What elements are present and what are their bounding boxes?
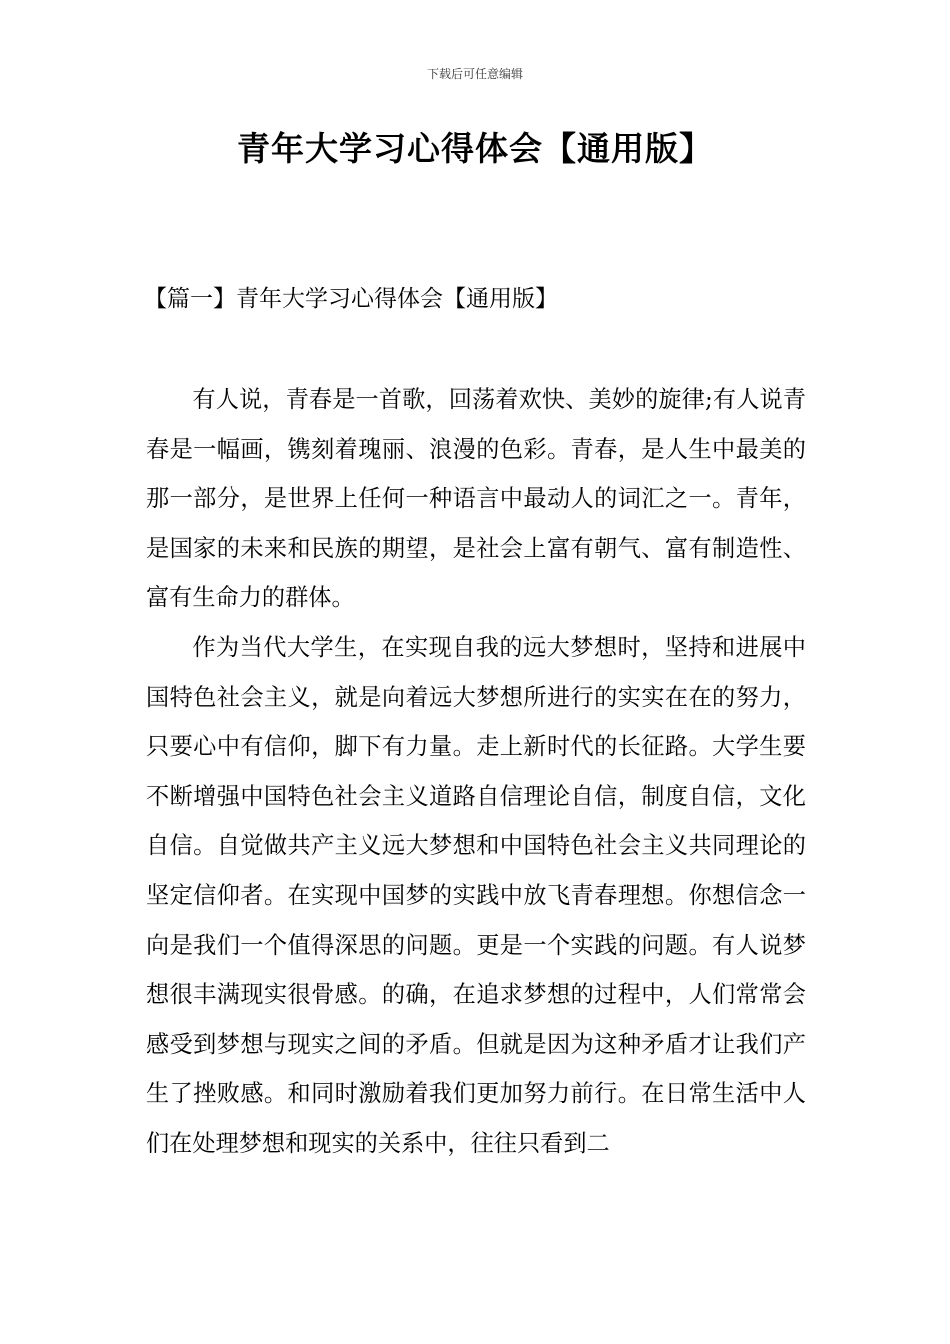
- section-heading: 【篇一】青年大学习心得体会【通用版】: [144, 286, 558, 312]
- paragraph: 作为当代大学生，在实现自我的远大梦想时，坚持和进展中国特色社会主义，就是向着远大梦想所进行的实实在在的努力，只要心中有信仰，脚下有力量。走上新时代的长征路。大学生要不断增强中国特色社会主义道路自信理论自信，制度自信，文化自信。自觉做共产主义远大梦想和中国特色社会主义共同理论的坚定信仰者。在实现中国梦的实践中放飞青春理想。你想信念一向是我们一个值得深思的问题。更是一个实践的问题。有人说梦想很丰满现实很骨感。的确，在追求梦想的过程中，人们常常会感受到梦想与现实之间的矛盾。但就是因为这种矛盾才让我们产生了挫败感。和同时激励着我们更加努力前行。在日常生活中人们在处理梦想和现实的关系中，往往只看到二: [146, 633, 806, 1157]
- header-note: 下载后可任意编辑: [426, 67, 523, 81]
- paragraph: 有人说，青春是一首歌，回荡着欢快、美妙的旋律;有人说青春是一幅画，镌刻着瑰丽、浪漫的色彩。青春，是人生中最美的那一部分，是世界上任何一种语言中最动人的词汇之一。青年，是国家的未来和民族的期望，是社会上富有朝气、富有制造性、富有生命力的群体。: [146, 386, 806, 612]
- body-text: [146, 375, 806, 1169]
- document-title: 青年大学习心得体会【通用版】: [237, 129, 713, 168]
